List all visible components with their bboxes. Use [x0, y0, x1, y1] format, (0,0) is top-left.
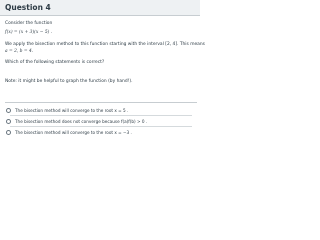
question-title: Question 4: [5, 3, 51, 12]
option-separator: [10, 115, 192, 116]
option-separator: [10, 126, 192, 127]
answers-divider: [5, 102, 197, 103]
intro-text: Consider the function: [5, 21, 53, 26]
function-expression: f(x) = (x + 3)(x − 5) .: [5, 30, 53, 35]
answer-option[interactable]: [5, 107, 195, 116]
answer-option[interactable]: [5, 129, 195, 138]
answer-option-label[interactable]: The bisection method will converge to the root x = 5 .: [15, 108, 129, 113]
radio-button[interactable]: [6, 119, 11, 124]
method-text: We apply the bisection method to this function starting with the interval [2, 4]. This means: [5, 42, 205, 47]
answer-option[interactable]: [5, 118, 195, 127]
question-header: [0, 0, 200, 16]
answer-option-label[interactable]: The bisection method does not converge because f(a)f(b) > 0 .: [15, 119, 148, 124]
radio-button[interactable]: [6, 130, 11, 135]
radio-button[interactable]: [6, 108, 11, 113]
prompt-text: Which of the following statements is correct?: [5, 60, 105, 65]
interval-endpoints: a = 2, b = 4.: [5, 49, 34, 54]
note-text: Note: it might be helpful to graph the function (by hand!).: [5, 79, 133, 84]
answer-option-label[interactable]: The bisection method will converge to the root x = −3 .: [15, 130, 132, 135]
